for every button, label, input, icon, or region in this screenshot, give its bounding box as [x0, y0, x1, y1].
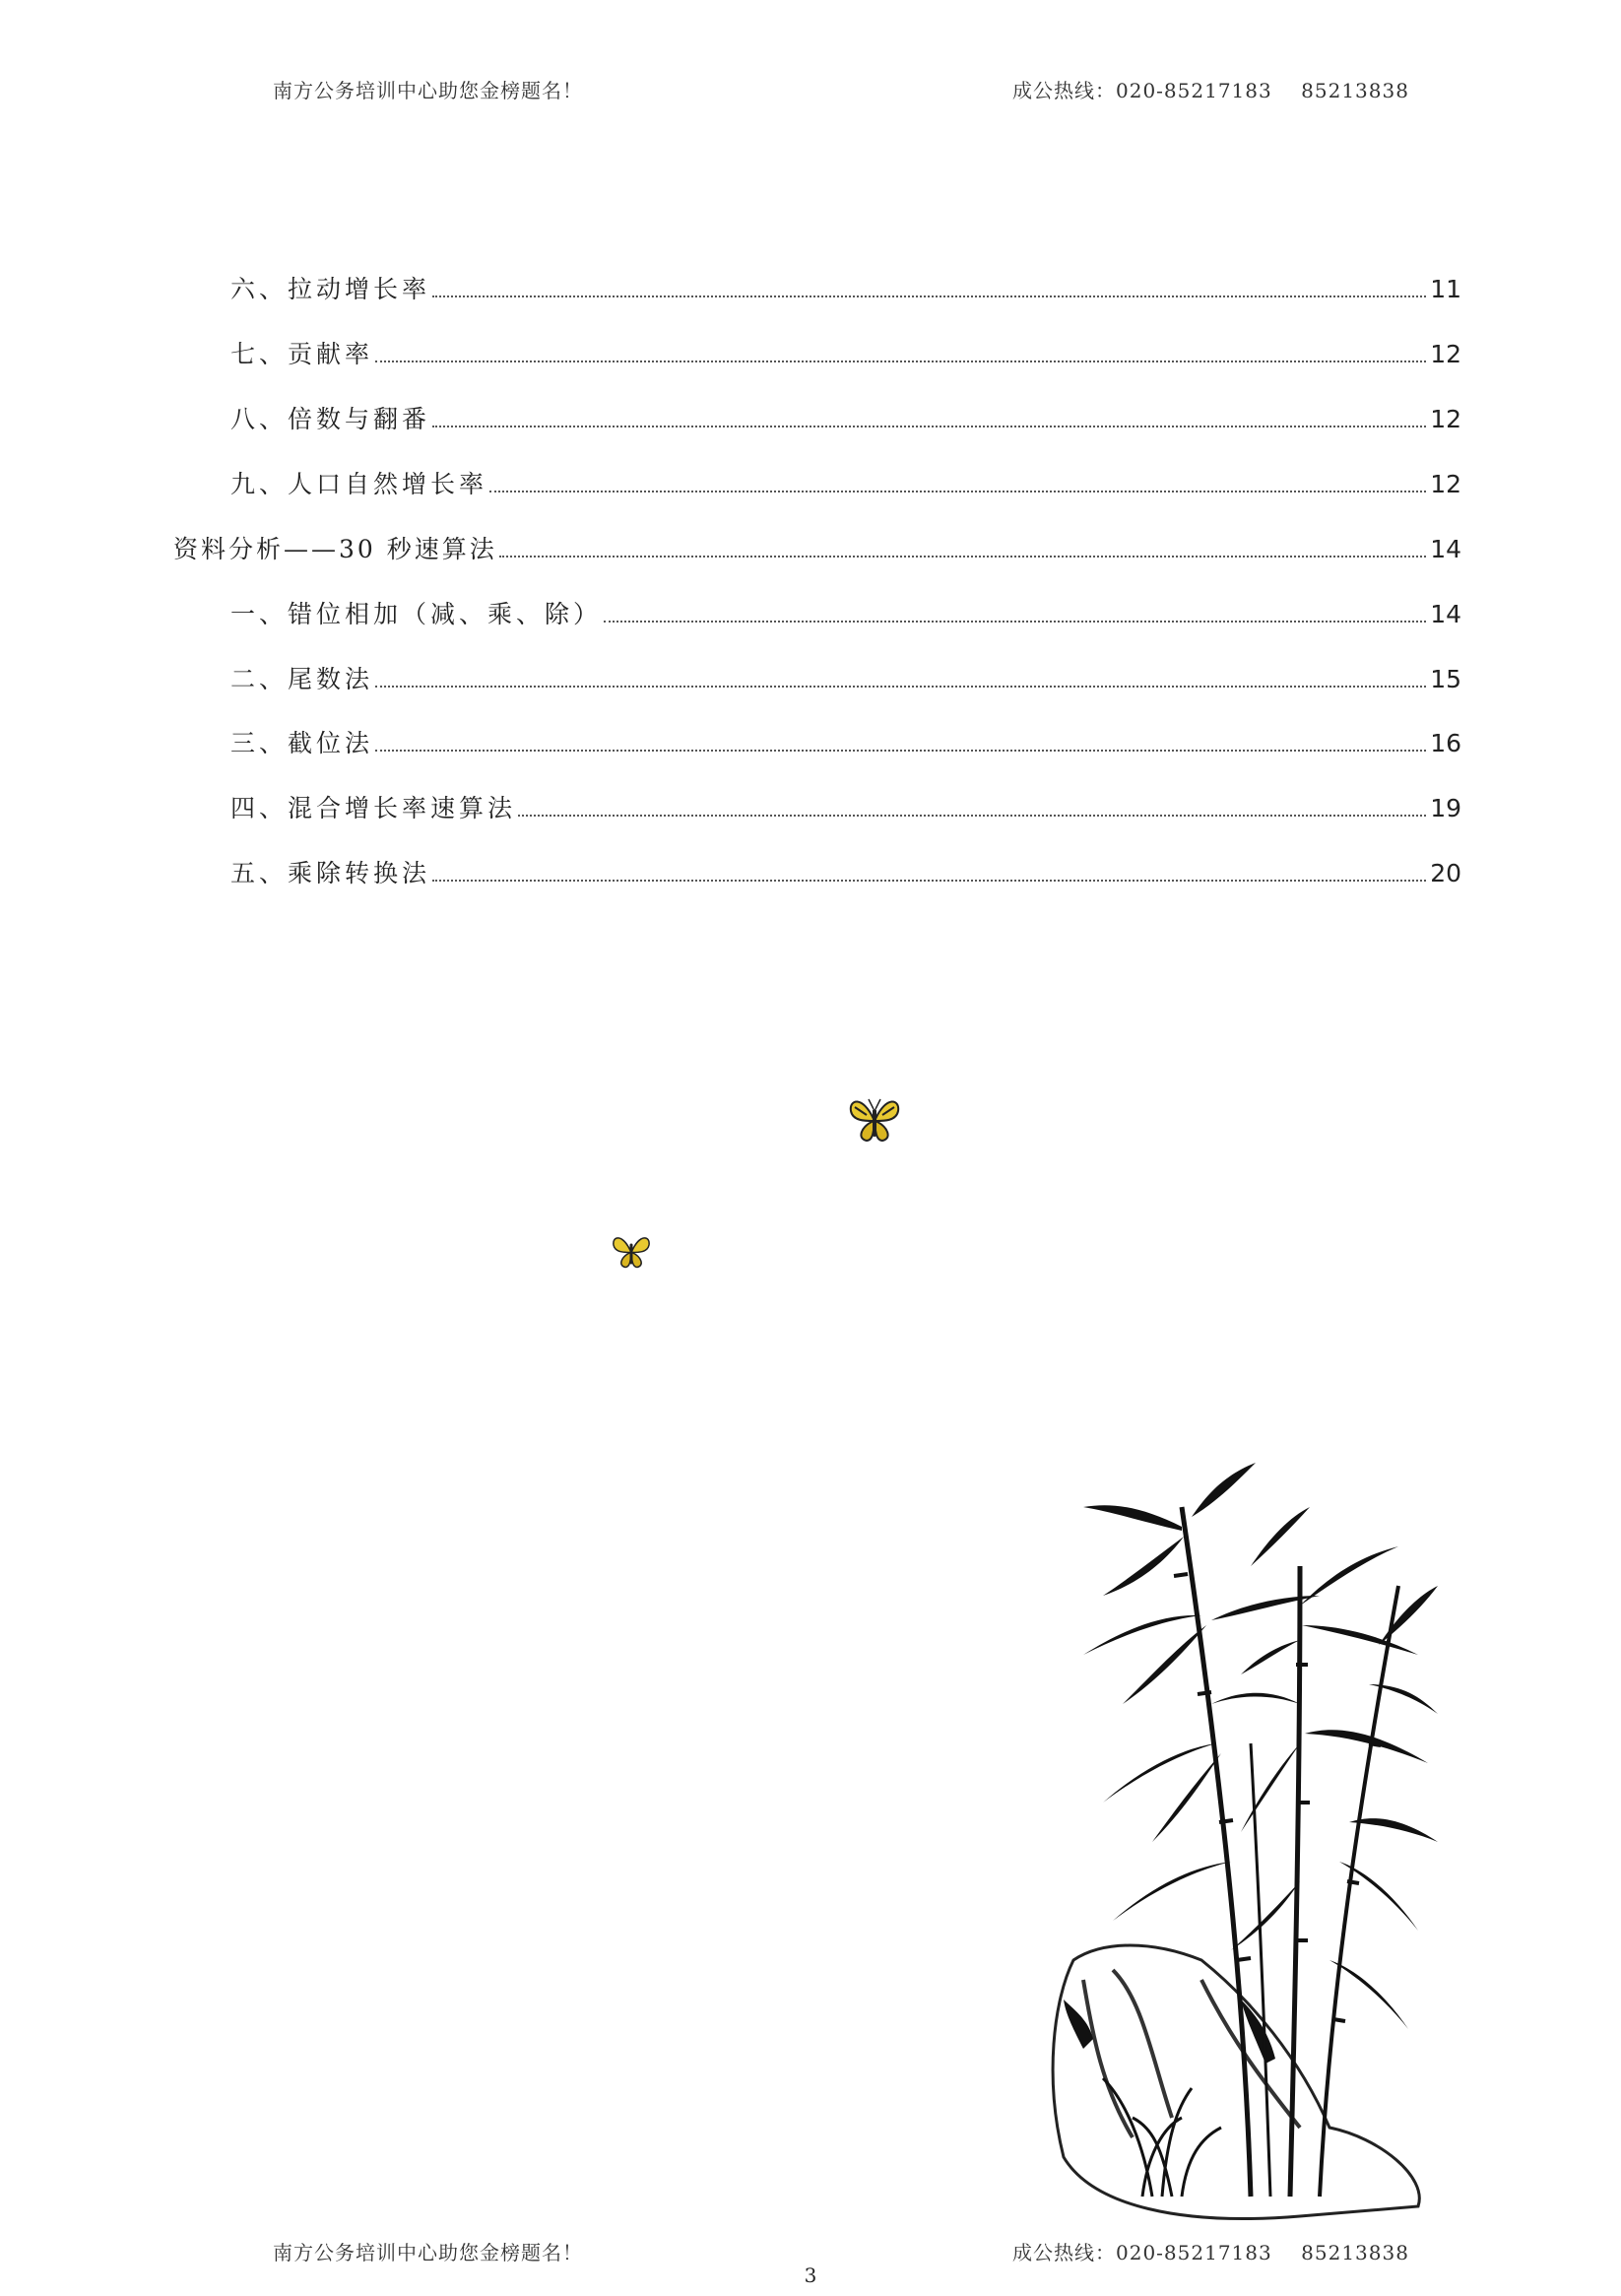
toc-entry-label: 一、错位相加（减、乘、除）	[230, 600, 603, 628]
header-right-hotline: 成公热线：020-85217183 85213838	[1012, 79, 1409, 102]
butterfly-icon	[847, 1093, 902, 1145]
toc-leader-dots	[375, 360, 1426, 362]
toc-entry-6[interactable]	[230, 597, 1461, 632]
toc-leader-dots	[432, 425, 1426, 427]
toc-entry-label: 二、尾数法	[230, 665, 374, 693]
page-number: 3	[804, 2263, 817, 2287]
toc-leader-dots	[375, 685, 1426, 688]
toc-entry-label: 资料分析——30 秒速算法	[173, 535, 497, 563]
toc-entry-page: 12	[1430, 470, 1461, 498]
toc-entry-7[interactable]	[230, 662, 1461, 697]
toc-entry-2[interactable]	[230, 337, 1461, 372]
butterfly-icon	[611, 1231, 652, 1271]
toc-leader-dots	[604, 620, 1426, 623]
toc-entry-page: 14	[1430, 600, 1461, 628]
toc-entry-9[interactable]	[230, 791, 1461, 826]
toc-leader-dots	[489, 490, 1426, 492]
toc-entry-8[interactable]	[230, 726, 1461, 761]
toc-entry-label: 五、乘除转换法	[230, 859, 431, 887]
toc-leader-dots	[499, 555, 1426, 558]
toc-entry-label: 三、截位法	[230, 729, 374, 757]
bamboo-ink-painting	[1005, 1448, 1448, 2236]
toc-entry-label: 八、倍数与翻番	[230, 405, 431, 433]
toc-entry-page: 14	[1430, 535, 1461, 563]
toc-entry-page: 12	[1430, 340, 1461, 368]
footer-left-text: 南方公务培训中心助您金榜题名！	[273, 2241, 583, 2264]
toc-entry-3[interactable]	[230, 402, 1461, 437]
toc-entry-label: 九、人口自然增长率	[230, 470, 488, 498]
toc-leader-dots	[432, 295, 1426, 297]
toc-entry-page: 16	[1430, 729, 1461, 757]
toc-entry-label: 六、拉动增长率	[230, 275, 431, 303]
toc-entry-page: 11	[1430, 275, 1461, 303]
toc-entry-page: 15	[1430, 665, 1461, 693]
toc-entry-5[interactable]	[173, 532, 1461, 567]
toc-entry-10[interactable]	[230, 856, 1461, 891]
toc-leader-dots	[375, 749, 1426, 752]
toc-entry-label: 七、贡献率	[230, 340, 374, 368]
toc-entry-page: 12	[1430, 405, 1461, 433]
toc-entry-4[interactable]	[230, 467, 1461, 502]
toc-entry-page: 20	[1430, 859, 1461, 887]
toc-leader-dots	[432, 879, 1426, 882]
footer-right-hotline: 成公热线：020-85217183 85213838	[1012, 2241, 1409, 2264]
toc-entry-1[interactable]	[230, 272, 1461, 307]
toc-entry-label: 四、混合增长率速算法	[230, 794, 517, 822]
header-left-text: 南方公务培训中心助您金榜题名！	[273, 79, 583, 102]
toc-entry-page: 19	[1430, 794, 1461, 822]
toc-leader-dots	[518, 814, 1426, 817]
